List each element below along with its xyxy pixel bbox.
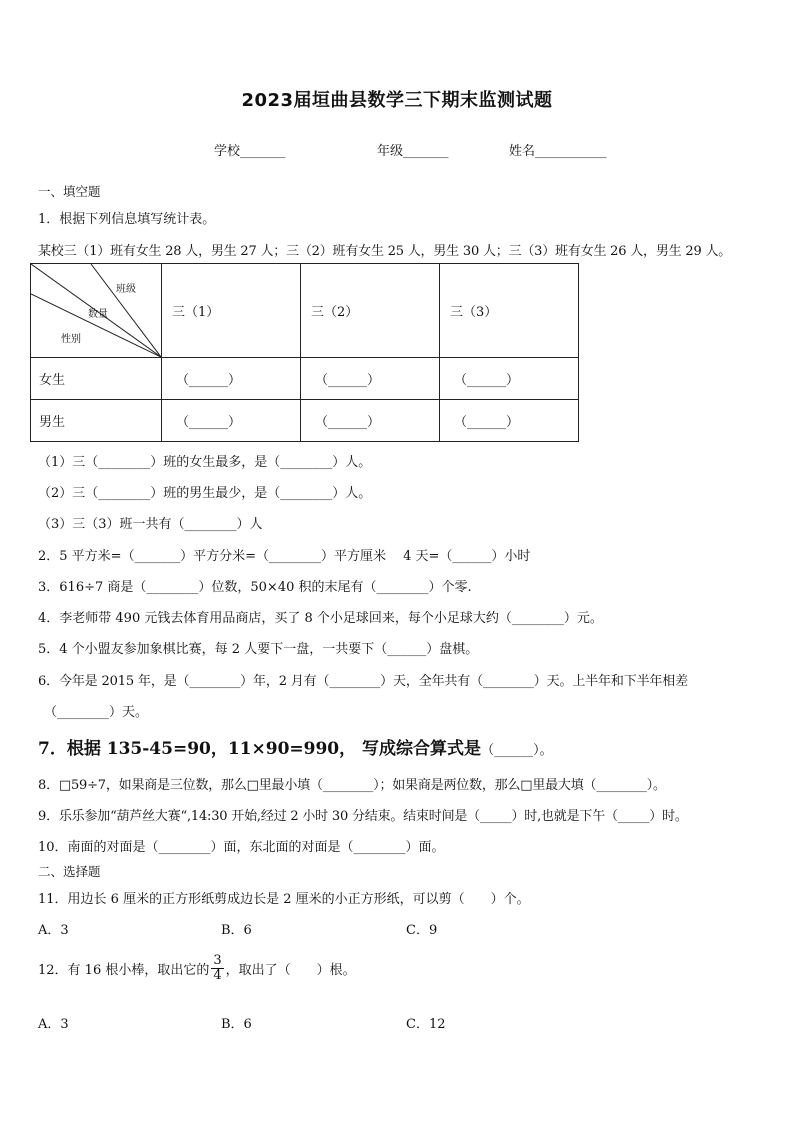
question-7-text: 7．根据 135-45=90，11×90=990， 写成综合算式是: [38, 739, 482, 759]
stats-table: [30, 263, 579, 442]
question-12: [38, 954, 356, 983]
question-12-options: [38, 1013, 446, 1032]
corner-label-class: 班级: [116, 284, 136, 295]
question-11: 11．用边长 6 厘米的正方形纸剪成边长是 2 厘米的小正方形纸，可以剪（ ）个。: [38, 892, 530, 907]
question-11-options: [38, 919, 437, 938]
question-1-desc: 某校三（1）班有女生 28 人，男生 27 人；三（2）班有女生 25 人，男生 30 人；三（3）班有女生 26 人，男生 29 人。: [38, 244, 732, 259]
question-6: 6．今年是 2015 年，是（________）年，2 月有（________）天，全年共有（________）天。上半年和下半年相差: [38, 674, 688, 689]
question-1-sub-3: （3）三（3）班一共有（________）人: [38, 517, 263, 532]
question-9: 9．乐乐参加“葫芦丝大赛“,14:30 开始,经过 2 小时 30 分结束。结束时间是（_____）时,也就是下午（_____）时。: [38, 809, 688, 824]
blank-boys-2[interactable]: （______）: [301, 400, 440, 442]
corner-label-gender: 性别: [61, 334, 81, 345]
question-3: 3．616÷7 商是（________）位数，50×40 积的末尾有（________）个零.: [38, 580, 472, 595]
corner-label-quantity: 数量: [88, 309, 108, 320]
option-b[interactable]: B．6: [221, 923, 252, 938]
question-1-sub-1: （1）三（________）班的女生最多，是（________）人。: [38, 455, 372, 470]
question-7-blank: （______）。: [481, 743, 553, 758]
table-corner-cell: [31, 264, 162, 358]
question-6-cont: （________）天。: [44, 705, 149, 720]
table-header-class-2: 三（2）: [301, 264, 440, 358]
blank-girls-2[interactable]: （______）: [301, 358, 440, 400]
name-field: 姓名___________: [509, 144, 607, 159]
option-a[interactable]: A．3: [38, 1017, 69, 1032]
table-header-class-3: 三（3）: [440, 264, 579, 358]
question-12-text: 12．有 16 根小棒，取出它的: [38, 963, 210, 978]
blank-girls-1[interactable]: （______）: [162, 358, 301, 400]
fraction-denominator: 4: [213, 968, 222, 983]
grade-field: 年级_______: [377, 144, 449, 159]
fraction-three-quarters: [211, 954, 223, 983]
table-header-class-1: 三（1）: [162, 264, 301, 358]
question-8: 8．□59÷7，如果商是三位数，那么□里最小填（________）；如果商是两位数，那么□里最大填（________）。: [38, 778, 666, 793]
question-1-sub-2: （2）三（________）班的男生最少，是（________）人。: [38, 486, 372, 501]
option-b[interactable]: B．6: [221, 1017, 252, 1032]
section-fill-blank: 一、填空题: [38, 184, 101, 199]
question-10: 10．南面的对面是（________）面，东北面的对面是（________）面。: [38, 840, 445, 855]
question-1: 1．根据下列信息填写统计表。: [38, 212, 216, 227]
question-4: 4．李老师带 490 元钱去体育用品商店，买了 8 个小足球回来，每个小足球大约（________）元。: [38, 611, 603, 626]
question-12-tail: ，取出了（ ）根。: [225, 963, 356, 978]
fraction-numerator: 3: [213, 953, 222, 968]
section-multiple-choice: 二、选择题: [38, 864, 101, 879]
option-c[interactable]: C．12: [406, 1017, 446, 1032]
blank-boys-3[interactable]: （______）: [440, 400, 579, 442]
question-7: [38, 734, 553, 759]
blank-boys-1[interactable]: （______）: [162, 400, 301, 442]
option-c[interactable]: C．9: [406, 923, 438, 938]
row-label-boys: 男生: [31, 400, 162, 442]
blank-girls-3[interactable]: （______）: [440, 358, 579, 400]
question-5: 5．4 个小盟友参加象棋比赛，每 2 人要下一盘，一共要下（______）盘棋。: [38, 642, 479, 657]
row-label-girls: 女生: [31, 358, 162, 400]
page-title: 2023届垣曲县数学三下期末监测试题: [241, 90, 553, 111]
school-field: 学校_______: [214, 144, 286, 159]
question-2: 2．5 平方米=（_______）平方分米=（________）平方厘米 4 天=（______）小时: [38, 549, 531, 564]
option-a[interactable]: A．3: [38, 923, 69, 938]
